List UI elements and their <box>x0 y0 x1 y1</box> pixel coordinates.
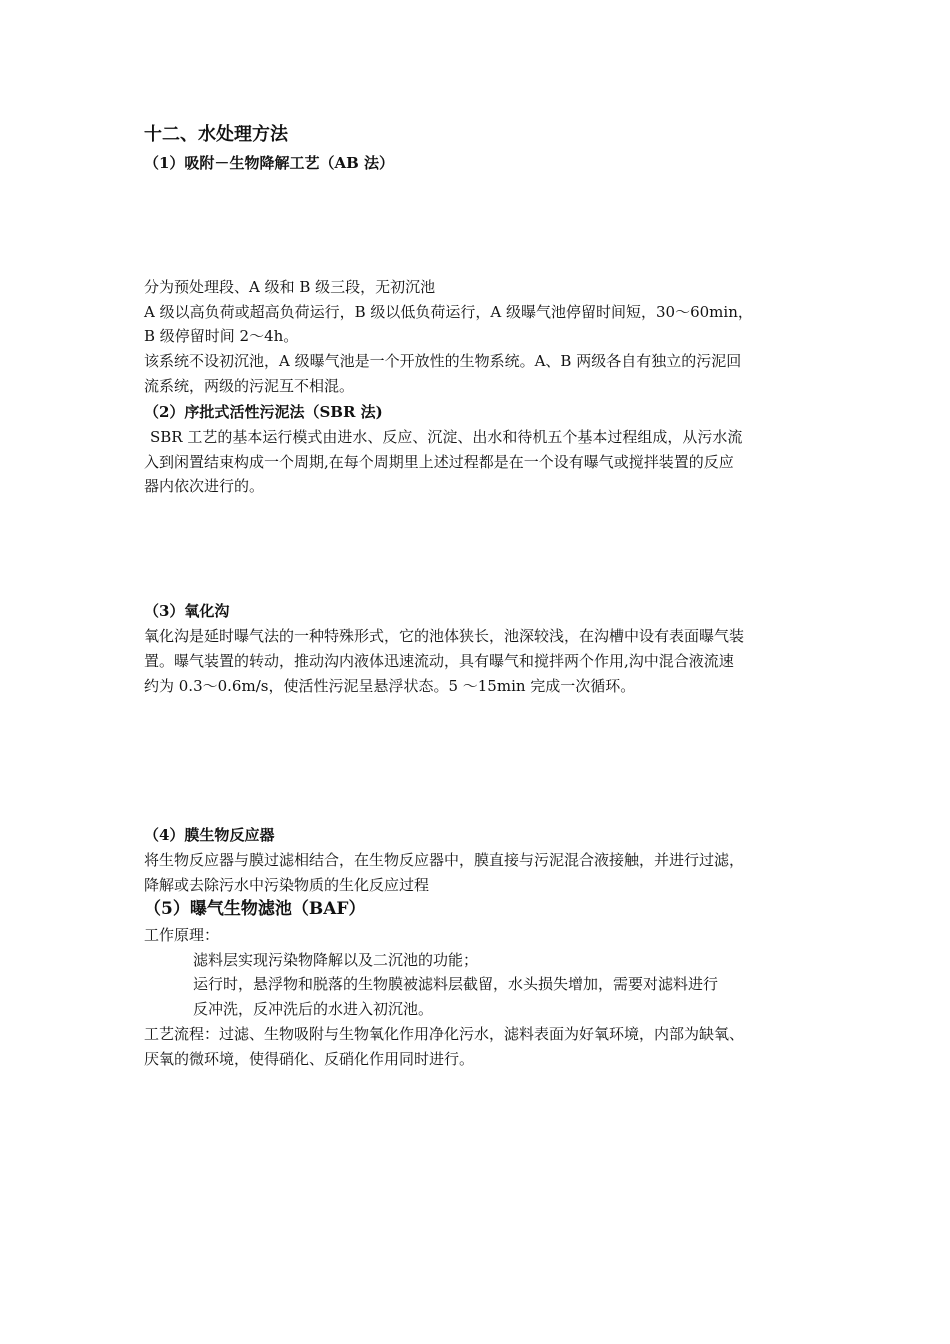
section-heading-baf: （5）曝气生物滤池（BAF） <box>144 899 366 919</box>
paragraph: B 级停留时间 2～4h。 <box>144 327 299 345</box>
paragraph: 约为 0.3～0.6m/s，使活性污泥呈悬浮状态。5 ～15min 完成一次循环。 <box>144 677 636 695</box>
paragraph: 入到闲置结束构成一个周期,在每个周期里上述过程都是在一个设有曝气或搅拌装置的反应 <box>144 453 734 471</box>
paragraph: 滤料层实现污染物降解以及二沉池的功能； <box>193 951 479 969</box>
paragraph: A 级以高负荷或超高负荷运行，B 级以低负荷运行，A 级曝气池停留时间短，30～60min， <box>144 303 753 321</box>
section-heading-oxidation-ditch: （3）氧化沟 <box>144 602 230 620</box>
paragraph: 厌氧的微环境，使得硝化、反硝化作用同时进行。 <box>144 1050 475 1068</box>
paragraph: 器内依次进行的。 <box>144 477 265 495</box>
paragraph: 该系统不设初沉池，A 级曝气池是一个开放性的生物系统。A、B 两级各自有独立的污泥回 <box>144 352 742 370</box>
paragraph: 流系统，两级的污泥互不相混。 <box>144 377 355 395</box>
paragraph: 反冲洗，反冲洗后的水进入初沉池。 <box>193 1000 434 1018</box>
section-heading-sbr: （2）序批式活性污泥法（SBR 法) <box>144 403 383 421</box>
section-heading-ab: （1）吸附－生物降解工艺（AB 法） <box>144 154 394 172</box>
paragraph: 工艺流程：过滤、生物吸附与生物氧化作用净化污水，滤料表面为好氧环境，内部为缺氧、 <box>144 1025 745 1043</box>
paragraph: 置。曝气装置的转动，推动沟内液体迅速流动，具有曝气和搅拌两个作用,沟中混合液流速 <box>144 652 734 670</box>
paragraph: 降解或去除污水中污染物质的生化反应过程 <box>144 876 430 894</box>
paragraph: SBR 工艺的基本运行模式由进水、反应、沉淀、出水和待机五个基本过程组成，从污水流 <box>150 428 743 446</box>
paragraph: 运行时，悬浮物和脱落的生物膜被滤料层截留，水头损失增加，需要对滤料进行 <box>193 975 719 993</box>
paragraph: 将生物反应器与膜过滤相结合，在生物反应器中，膜直接与污泥混合液接触，并进行过滤， <box>144 851 745 869</box>
section-heading-mbr: （4）膜生物反应器 <box>144 826 275 844</box>
page-title: 十二、水处理方法 <box>144 124 288 145</box>
paragraph: 分为预处理段、A 级和 B 级三段，无初沉池 <box>144 278 436 296</box>
label: 工作原理： <box>144 926 220 944</box>
paragraph: 氧化沟是延时曝气法的一种特殊形式，它的池体狭长，池深较浅，在沟槽中设有表面曝气装 <box>144 627 745 645</box>
